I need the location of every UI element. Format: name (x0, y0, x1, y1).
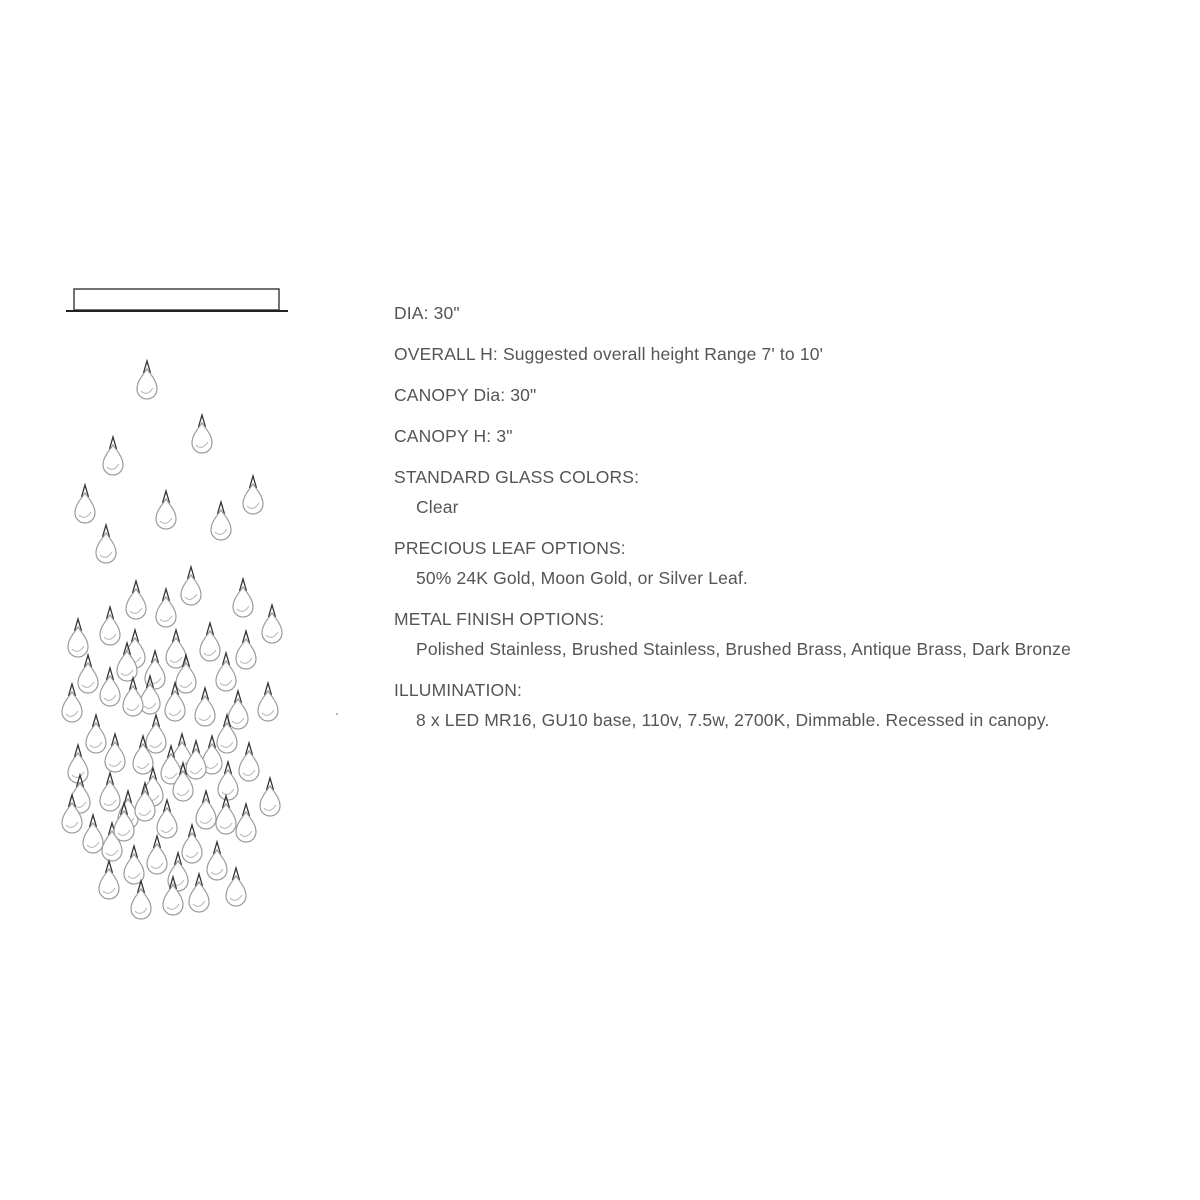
glass-drop (131, 881, 151, 919)
glass-drop (126, 581, 146, 619)
glass-drop (239, 743, 259, 781)
glass-drop (192, 415, 212, 453)
glass-drop (196, 791, 216, 829)
glass-drop (200, 623, 220, 661)
spec-canopy-height: CANOPY H: 3" (394, 426, 513, 446)
glass-drop (99, 861, 119, 899)
glass-drop (96, 525, 116, 563)
stray-dot (336, 713, 338, 715)
spec-label: PRECIOUS LEAF OPTIONS: (394, 538, 626, 558)
glass-drop (189, 874, 209, 912)
glass-drop (68, 745, 88, 783)
glass-drop (166, 630, 186, 668)
glass-drop (207, 842, 227, 880)
glass-drop (83, 815, 103, 853)
glass-drop (75, 485, 95, 523)
spec-leaf-options (394, 537, 1174, 589)
glass-drop (100, 607, 120, 645)
glass-drop (156, 491, 176, 529)
glass-drop (62, 684, 82, 722)
spec-value: 8 x LED MR16, GU10 base, 110v, 7.5w, 2700K, Dimmable. Recessed in canopy. (416, 710, 1050, 730)
spec-label: METAL FINISH OPTIONS: (394, 609, 605, 629)
spec-illumination (394, 679, 1174, 731)
glass-drop (260, 778, 280, 816)
glass-drop (146, 715, 166, 753)
glass-drop (156, 589, 176, 627)
glass-drops (62, 361, 282, 919)
spec-value: Polished Stainless, Brushed Stainless, Brushed Brass, Antique Brass, Dark Bronze (416, 639, 1071, 659)
glass-drop (157, 800, 177, 838)
spec-glass-colors (394, 466, 1174, 518)
fixture-drawing (55, 280, 300, 930)
glass-drop (137, 361, 157, 399)
glass-drop (226, 868, 246, 906)
spec-canopy-dia: CANOPY Dia: 30" (394, 385, 537, 405)
glass-drop (124, 846, 144, 884)
glass-drop (123, 678, 143, 716)
spec-metal-finish (394, 608, 1174, 660)
glass-drop (86, 715, 106, 753)
glass-drop (216, 653, 236, 691)
glass-drop (233, 579, 253, 617)
glass-drop (68, 619, 88, 657)
glass-drop (236, 631, 256, 669)
spec-value: Clear (416, 497, 459, 517)
spec-label: STANDARD GLASS COLORS: (394, 467, 640, 487)
glass-drop (78, 655, 98, 693)
glass-drop (216, 796, 236, 834)
glass-drop (181, 567, 201, 605)
glass-drop (236, 804, 256, 842)
canopy-outline (66, 289, 288, 311)
glass-drop (195, 688, 215, 726)
glass-drop (103, 437, 123, 475)
spec-list (394, 302, 1174, 750)
spec-label: ILLUMINATION: (394, 680, 523, 700)
glass-drop (228, 691, 248, 729)
spec-overall-height: OVERALL H: Suggested overall height Range 7' to 10' (394, 344, 824, 364)
glass-drop (182, 825, 202, 863)
spec-dia: DIA: 30" (394, 303, 460, 323)
glass-drop (243, 476, 263, 514)
glass-drop (258, 683, 278, 721)
glass-drop (211, 502, 231, 540)
glass-drop (186, 741, 206, 779)
glass-drop (100, 773, 120, 811)
glass-drop (105, 734, 125, 772)
glass-drop (262, 605, 282, 643)
spec-value: 50% 24K Gold, Moon Gold, or Silver Leaf. (416, 568, 748, 588)
glass-drop (147, 836, 167, 874)
